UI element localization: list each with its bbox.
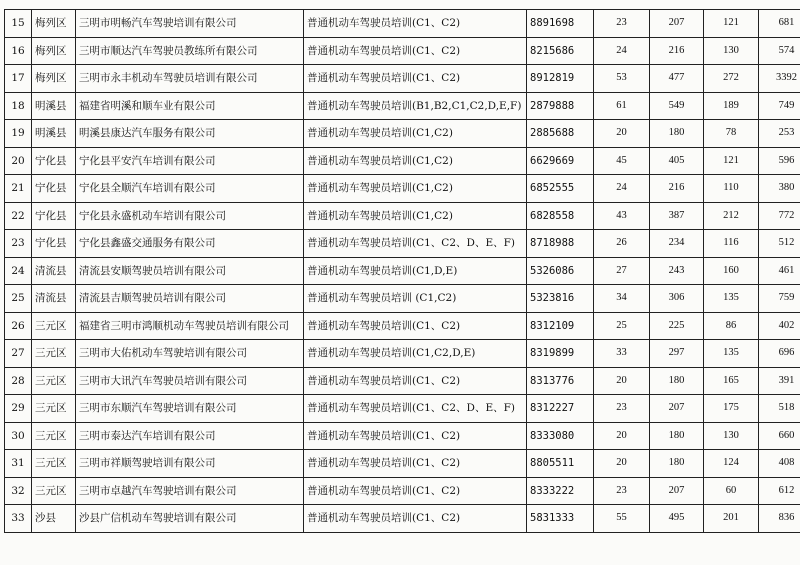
count-cell-1: 33: [594, 340, 650, 368]
phone-cell: 8319899: [527, 340, 594, 368]
count-cell-1: 34: [594, 285, 650, 313]
count-cell-1: 24: [594, 175, 650, 203]
table-row: [5, 367, 800, 395]
company-name-cell: 三明市泰达汽车培训有限公司: [76, 422, 304, 450]
training-scope-cell: 普通机动车驾驶员培训(C1、C2): [304, 505, 527, 533]
company-name-cell: 宁化县全顺汽车培训有限公司: [76, 175, 304, 203]
count-cell-2: 405: [650, 147, 704, 175]
count-cell-2: 207: [650, 10, 704, 38]
count-cell-1: 27: [594, 257, 650, 285]
count-cell-4: 461: [759, 257, 800, 285]
count-cell-3: 124: [704, 450, 759, 478]
company-name-cell: 三明市永丰机动车驾驶员培训有限公司: [76, 65, 304, 93]
count-cell-3: 201: [704, 505, 759, 533]
count-cell-2: 207: [650, 477, 704, 505]
count-cell-2: 477: [650, 65, 704, 93]
row-number: 19: [5, 120, 32, 148]
table-row: [5, 10, 800, 38]
district-cell: 宁化县: [32, 175, 76, 203]
row-number: 24: [5, 257, 32, 285]
count-cell-1: 20: [594, 120, 650, 148]
table-row: [5, 340, 800, 368]
count-cell-3: 121: [704, 147, 759, 175]
district-cell: 三元区: [32, 395, 76, 423]
count-cell-4: 512: [759, 230, 800, 258]
count-cell-4: 612: [759, 477, 800, 505]
row-number: 25: [5, 285, 32, 313]
training-scope-cell: 普通机动车驾驶员培训(C1、C2、D、E、F): [304, 230, 527, 258]
phone-cell: 5323816: [527, 285, 594, 313]
training-scope-cell: 普通机动车驾驶员培训(C1、C2): [304, 477, 527, 505]
phone-cell: 2879888: [527, 92, 594, 120]
district-cell: 清流县: [32, 285, 76, 313]
training-scope-cell: 普通机动车驾驶员培训(C1,C2,D,E): [304, 340, 527, 368]
district-cell: 梅列区: [32, 37, 76, 65]
phone-cell: 6629669: [527, 147, 594, 175]
count-cell-1: 20: [594, 367, 650, 395]
company-name-cell: 三明市祥顺驾驶培训有限公司: [76, 450, 304, 478]
count-cell-3: 212: [704, 202, 759, 230]
district-cell: 三元区: [32, 312, 76, 340]
table-row: [5, 422, 800, 450]
table-row: [5, 65, 800, 93]
company-name-cell: 宁化县永盛机动车培训有限公司: [76, 202, 304, 230]
count-cell-3: 189: [704, 92, 759, 120]
phone-cell: 8912819: [527, 65, 594, 93]
count-cell-4: 596: [759, 147, 800, 175]
table-row: [5, 202, 800, 230]
count-cell-2: 297: [650, 340, 704, 368]
company-name-cell: 三明市卓越汽车驾驶培训有限公司: [76, 477, 304, 505]
count-cell-3: 130: [704, 37, 759, 65]
count-cell-1: 61: [594, 92, 650, 120]
district-cell: 三元区: [32, 367, 76, 395]
district-cell: 明溪县: [32, 120, 76, 148]
count-cell-4: 749: [759, 92, 800, 120]
count-cell-3: 175: [704, 395, 759, 423]
company-name-cell: 三明市明畅汽车驾驶培训有限公司: [76, 10, 304, 38]
count-cell-2: 243: [650, 257, 704, 285]
count-cell-2: 216: [650, 175, 704, 203]
count-cell-4: 772: [759, 202, 800, 230]
district-cell: 梅列区: [32, 65, 76, 93]
row-number: 31: [5, 450, 32, 478]
count-cell-4: 696: [759, 340, 800, 368]
count-cell-2: 495: [650, 505, 704, 533]
table-row: [5, 257, 800, 285]
count-cell-3: 135: [704, 285, 759, 313]
table-row: [5, 312, 800, 340]
district-cell: 清流县: [32, 257, 76, 285]
count-cell-4: 391: [759, 367, 800, 395]
training-scope-cell: 普通机动车驾驶员培训(C1、C2): [304, 37, 527, 65]
table-row: [5, 395, 800, 423]
table-row: [5, 37, 800, 65]
company-name-cell: 福建省三明市鸿顺机动车驾驶员培训有限公司: [76, 312, 304, 340]
company-name-cell: 清流县安顺驾驶员培训有限公司: [76, 257, 304, 285]
phone-cell: 8333080: [527, 422, 594, 450]
training-scope-cell: 普通机动车驾驶员培训(C1、C2、D、E、F): [304, 395, 527, 423]
phone-cell: 8333222: [527, 477, 594, 505]
table-row: [5, 230, 800, 258]
phone-cell: 5326086: [527, 257, 594, 285]
count-cell-2: 306: [650, 285, 704, 313]
table-row: [5, 147, 800, 175]
row-number: 23: [5, 230, 32, 258]
district-cell: 三元区: [32, 340, 76, 368]
table-body: [5, 10, 800, 533]
training-scope-cell: 普通机动车驾驶员培训(C1,D,E): [304, 257, 527, 285]
training-scope-cell: 普通机动车驾驶员培训(C1、C2): [304, 10, 527, 38]
count-cell-2: 180: [650, 120, 704, 148]
count-cell-2: 180: [650, 367, 704, 395]
row-number: 33: [5, 505, 32, 533]
training-scope-cell: 普通机动车驾驶员培训(B1,B2,C1,C2,D,E,F): [304, 92, 527, 120]
count-cell-1: 23: [594, 395, 650, 423]
row-number: 20: [5, 147, 32, 175]
count-cell-2: 225: [650, 312, 704, 340]
row-number: 17: [5, 65, 32, 93]
count-cell-3: 272: [704, 65, 759, 93]
district-cell: 宁化县: [32, 147, 76, 175]
phone-cell: 8312227: [527, 395, 594, 423]
phone-cell: 6828558: [527, 202, 594, 230]
count-cell-4: 574: [759, 37, 800, 65]
district-cell: 梅列区: [32, 10, 76, 38]
row-number: 18: [5, 92, 32, 120]
company-name-cell: 福建省明溪和顺车业有限公司: [76, 92, 304, 120]
table-row: [5, 450, 800, 478]
phone-cell: 8313776: [527, 367, 594, 395]
training-scope-cell: 普通机动车驾驶员培训(C1、C2): [304, 450, 527, 478]
row-number: 32: [5, 477, 32, 505]
phone-cell: 6852555: [527, 175, 594, 203]
training-scope-cell: 普通机动车驾驶员培训(C1、C2): [304, 422, 527, 450]
district-cell: 宁化县: [32, 230, 76, 258]
training-scope-cell: 普通机动车驾驶员培训(C1,C2): [304, 120, 527, 148]
row-number: 27: [5, 340, 32, 368]
training-scope-cell: 普通机动车驾驶员培训 (C1,C2): [304, 285, 527, 313]
company-name-cell: 三明市大讯汽车驾驶员培训有限公司: [76, 367, 304, 395]
count-cell-3: 78: [704, 120, 759, 148]
table-row: [5, 92, 800, 120]
count-cell-4: 836: [759, 505, 800, 533]
training-scope-cell: 普通机动车驾驶员培训(C1,C2): [304, 175, 527, 203]
table-row: [5, 285, 800, 313]
count-cell-1: 26: [594, 230, 650, 258]
phone-cell: 8891698: [527, 10, 594, 38]
count-cell-4: 3392: [759, 65, 800, 93]
count-cell-3: 121: [704, 10, 759, 38]
table-row: [5, 505, 800, 533]
count-cell-1: 20: [594, 450, 650, 478]
row-number: 15: [5, 10, 32, 38]
training-scope-cell: 普通机动车驾驶员培训(C1、C2): [304, 312, 527, 340]
training-scope-cell: 普通机动车驾驶员培训(C1、C2): [304, 367, 527, 395]
count-cell-3: 165: [704, 367, 759, 395]
count-cell-1: 20: [594, 422, 650, 450]
driving-school-table: [4, 9, 800, 533]
training-scope-cell: 普通机动车驾驶员培训(C1,C2): [304, 202, 527, 230]
row-number: 28: [5, 367, 32, 395]
table-row: [5, 477, 800, 505]
phone-cell: 8312109: [527, 312, 594, 340]
district-cell: 明溪县: [32, 92, 76, 120]
count-cell-3: 160: [704, 257, 759, 285]
row-number: 16: [5, 37, 32, 65]
count-cell-3: 116: [704, 230, 759, 258]
count-cell-4: 759: [759, 285, 800, 313]
count-cell-2: 387: [650, 202, 704, 230]
count-cell-3: 135: [704, 340, 759, 368]
count-cell-2: 234: [650, 230, 704, 258]
company-name-cell: 三明市顺达汽车驾驶员教练所有限公司: [76, 37, 304, 65]
district-cell: 三元区: [32, 477, 76, 505]
row-number: 21: [5, 175, 32, 203]
table-row: [5, 120, 800, 148]
company-name-cell: 三明市大佑机动车驾驶培训有限公司: [76, 340, 304, 368]
count-cell-1: 23: [594, 10, 650, 38]
count-cell-4: 380: [759, 175, 800, 203]
row-number: 29: [5, 395, 32, 423]
count-cell-3: 86: [704, 312, 759, 340]
company-name-cell: 宁化县鑫盛交通服务有限公司: [76, 230, 304, 258]
count-cell-2: 180: [650, 450, 704, 478]
row-number: 30: [5, 422, 32, 450]
count-cell-2: 207: [650, 395, 704, 423]
count-cell-2: 216: [650, 37, 704, 65]
count-cell-4: 408: [759, 450, 800, 478]
company-name-cell: 宁化县平安汽车培训有限公司: [76, 147, 304, 175]
phone-cell: 8718988: [527, 230, 594, 258]
count-cell-3: 60: [704, 477, 759, 505]
table-row: [5, 175, 800, 203]
count-cell-1: 55: [594, 505, 650, 533]
phone-cell: 2885688: [527, 120, 594, 148]
count-cell-1: 24: [594, 37, 650, 65]
company-name-cell: 清流县吉顺驾驶员培训有限公司: [76, 285, 304, 313]
count-cell-2: 180: [650, 422, 704, 450]
district-cell: 沙县: [32, 505, 76, 533]
count-cell-4: 402: [759, 312, 800, 340]
phone-cell: 8805511: [527, 450, 594, 478]
count-cell-1: 53: [594, 65, 650, 93]
phone-cell: 8215686: [527, 37, 594, 65]
count-cell-4: 681: [759, 10, 800, 38]
count-cell-1: 25: [594, 312, 650, 340]
training-scope-cell: 普通机动车驾驶员培训(C1,C2): [304, 147, 527, 175]
count-cell-3: 110: [704, 175, 759, 203]
phone-cell: 5831333: [527, 505, 594, 533]
company-name-cell: 三明市东顺汽车驾驶培训有限公司: [76, 395, 304, 423]
company-name-cell: 明溪县康达汽车服务有限公司: [76, 120, 304, 148]
count-cell-4: 518: [759, 395, 800, 423]
row-number: 22: [5, 202, 32, 230]
district-cell: 宁化县: [32, 202, 76, 230]
count-cell-1: 45: [594, 147, 650, 175]
district-cell: 三元区: [32, 422, 76, 450]
count-cell-1: 43: [594, 202, 650, 230]
count-cell-4: 253: [759, 120, 800, 148]
row-number: 26: [5, 312, 32, 340]
count-cell-2: 549: [650, 92, 704, 120]
training-scope-cell: 普通机动车驾驶员培训(C1、C2): [304, 65, 527, 93]
count-cell-3: 130: [704, 422, 759, 450]
company-name-cell: 沙县广信机动车驾驶培训有限公司: [76, 505, 304, 533]
count-cell-4: 660: [759, 422, 800, 450]
district-cell: 三元区: [32, 450, 76, 478]
count-cell-1: 23: [594, 477, 650, 505]
